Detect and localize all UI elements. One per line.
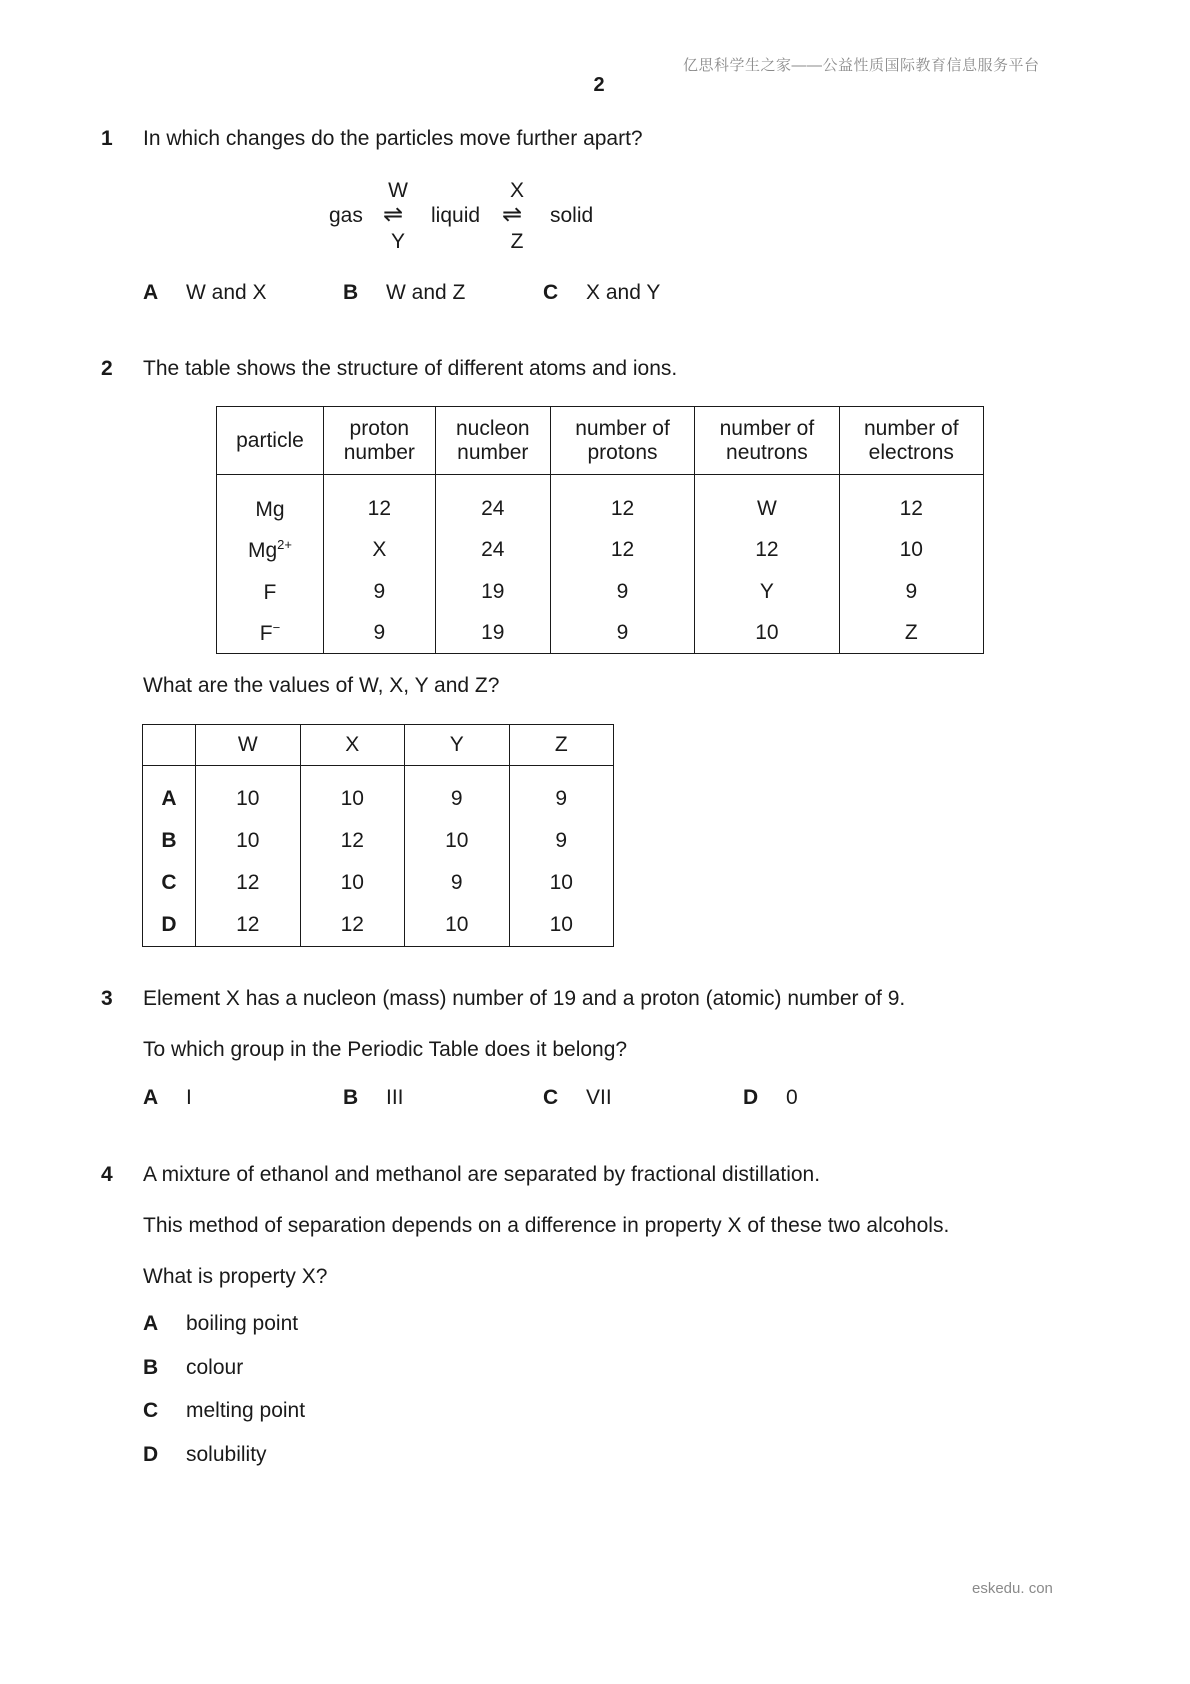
particle-cell xyxy=(217,613,324,654)
option-letter: B xyxy=(143,820,196,862)
question-text: A mixture of ethanol and methanol are separated by fractional distillation. xyxy=(143,1163,821,1186)
header-y: Y xyxy=(405,725,510,766)
page-number: 2 xyxy=(593,74,605,96)
header-line: number of xyxy=(719,416,815,440)
table-cell: 10 xyxy=(405,820,510,862)
table-cell: Z xyxy=(839,613,983,654)
question-number: 1 xyxy=(101,127,113,150)
table-cell: 9 xyxy=(323,613,435,654)
option-letter: B xyxy=(143,1356,159,1379)
particle-cell xyxy=(217,571,324,613)
option-text: solubility xyxy=(186,1443,267,1466)
table-cell: 12 xyxy=(196,904,301,947)
table-cell: 19 xyxy=(435,613,550,654)
table-cell: 24 xyxy=(435,475,550,530)
table-row xyxy=(217,475,984,530)
question-number: 3 xyxy=(101,987,113,1010)
equation-label-x: X xyxy=(509,179,524,202)
equilibrium-arrow-icon: ⇌ xyxy=(502,201,523,228)
option-letter: C xyxy=(543,1086,559,1109)
particle-cell xyxy=(217,529,324,571)
footer-text: eskedu. con xyxy=(972,1580,1053,1597)
answer-options-table xyxy=(142,724,614,947)
header-line: number of xyxy=(575,416,670,440)
option-letter: D xyxy=(143,904,196,947)
question-number: 4 xyxy=(101,1163,113,1186)
table-row xyxy=(217,613,984,654)
question-text-2: This method of separation depends on a difference in property X of these two alcohols. xyxy=(143,1214,950,1237)
header-number-of-electrons xyxy=(839,407,983,475)
equilibrium-arrow-icon: ⇌ xyxy=(383,201,404,228)
table-row xyxy=(217,529,984,571)
table-cell: 12 xyxy=(695,529,839,571)
option-letter: B xyxy=(343,1086,359,1109)
header-blank xyxy=(143,725,196,766)
option-letter: A xyxy=(143,766,196,821)
option-letter: B xyxy=(343,281,359,304)
table-cell: 9 xyxy=(550,613,694,654)
table-cell: 19 xyxy=(435,571,550,613)
particle-charge: − xyxy=(272,620,281,635)
option-text: VII xyxy=(586,1086,612,1109)
table-cell: 10 xyxy=(196,820,301,862)
table-cell: 24 xyxy=(435,529,550,571)
option-letter: C xyxy=(143,862,196,904)
header-line: electrons xyxy=(868,440,954,464)
header-line: number xyxy=(343,440,415,464)
particle-symbol: Mg xyxy=(247,539,278,562)
table-cell: 9 xyxy=(509,820,614,862)
option-text: W and X xyxy=(186,281,267,304)
header-particle xyxy=(217,407,324,475)
question-number: 2 xyxy=(101,357,113,380)
option-text: boiling point xyxy=(186,1312,299,1335)
option-letter: A xyxy=(143,1086,159,1109)
table-cell: 9 xyxy=(550,571,694,613)
option-letter: C xyxy=(543,281,559,304)
header-x: X xyxy=(300,725,405,766)
table-cell: 10 xyxy=(695,613,839,654)
equation-liquid: liquid xyxy=(431,204,481,227)
header-proton-number xyxy=(323,407,435,475)
table-cell: 10 xyxy=(300,862,405,904)
table-cell: 9 xyxy=(405,766,510,821)
atoms-ions-table xyxy=(216,406,984,654)
particle-cell xyxy=(217,475,324,530)
header-number-of-neutrons xyxy=(695,407,839,475)
header-line: protons xyxy=(587,440,658,464)
option-text: melting point xyxy=(186,1399,306,1422)
table-cell: 12 xyxy=(839,475,983,530)
table-cell: 12 xyxy=(300,904,405,947)
question-prompt: What are the values of W, X, Y and Z? xyxy=(143,674,500,697)
option-text: III xyxy=(386,1086,404,1109)
watermark-text: 亿思科学生之家——公益性质国际教育信息服务平台 xyxy=(683,57,1040,74)
header-nucleon-number xyxy=(435,407,550,475)
header-z: Z xyxy=(509,725,614,766)
equation-label-z: Z xyxy=(510,230,524,253)
table-cell: 9 xyxy=(323,571,435,613)
option-letter: C xyxy=(143,1399,159,1422)
option-letter: A xyxy=(143,1312,159,1335)
equation-label-y: Y xyxy=(390,230,405,253)
answer-row-c xyxy=(143,862,614,904)
table-cell: 12 xyxy=(550,475,694,530)
table-cell: 10 xyxy=(839,529,983,571)
table-cell: 12 xyxy=(323,475,435,530)
table-cell: W xyxy=(695,475,839,530)
option-text: colour xyxy=(186,1356,244,1379)
answer-row-d xyxy=(143,904,614,947)
option-letter: A xyxy=(143,281,159,304)
question-text: The table shows the structure of different atoms and ions. xyxy=(143,357,678,380)
table-cell: 10 xyxy=(509,904,614,947)
table-header-row xyxy=(143,725,614,766)
question-text: In which changes do the particles move further apart? xyxy=(143,127,643,150)
equation-label-w: W xyxy=(388,179,408,202)
question-prompt: What is property X? xyxy=(143,1265,328,1288)
table-cell: 12 xyxy=(550,529,694,571)
header-line: proton xyxy=(349,416,410,440)
header-line: number of xyxy=(864,416,959,440)
table-header-row xyxy=(217,407,984,475)
answer-row-a xyxy=(143,766,614,821)
option-text: W and Z xyxy=(386,281,466,304)
table-cell: 12 xyxy=(300,820,405,862)
header-line: number xyxy=(457,440,529,464)
table-cell: 12 xyxy=(196,862,301,904)
particle-symbol: Mg xyxy=(255,498,285,521)
question-prompt: To which group in the Periodic Table does it belong? xyxy=(143,1038,628,1061)
header-w: W xyxy=(196,725,301,766)
table-row xyxy=(217,571,984,613)
particle-symbol: F xyxy=(263,581,277,604)
table-cell: 9 xyxy=(509,766,614,821)
table-cell: 10 xyxy=(405,904,510,947)
table-cell: X xyxy=(323,529,435,571)
header-line: particle xyxy=(236,428,304,452)
table-cell: 10 xyxy=(196,766,301,821)
option-letter: D xyxy=(143,1443,159,1466)
table-cell: 9 xyxy=(839,571,983,613)
header-line: neutrons xyxy=(726,440,808,464)
question-text: Element X has a nucleon (mass) number of 19 and a proton (atomic) number of 9. xyxy=(143,987,906,1010)
table-cell: 10 xyxy=(300,766,405,821)
answer-row-b xyxy=(143,820,614,862)
equation-solid: solid xyxy=(550,204,594,227)
particle-symbol: F xyxy=(259,622,273,645)
table-cell: 9 xyxy=(405,862,510,904)
header-number-of-protons xyxy=(550,407,694,475)
table-cell: 10 xyxy=(509,862,614,904)
equation-gas: gas xyxy=(329,204,363,227)
table-cell: Y xyxy=(695,571,839,613)
particle-charge: 2+ xyxy=(277,537,292,552)
option-text: 0 xyxy=(786,1086,798,1109)
header-line: nucleon xyxy=(456,416,530,440)
option-letter: D xyxy=(743,1086,759,1109)
option-text: I xyxy=(186,1086,192,1109)
option-text: X and Y xyxy=(586,281,661,304)
